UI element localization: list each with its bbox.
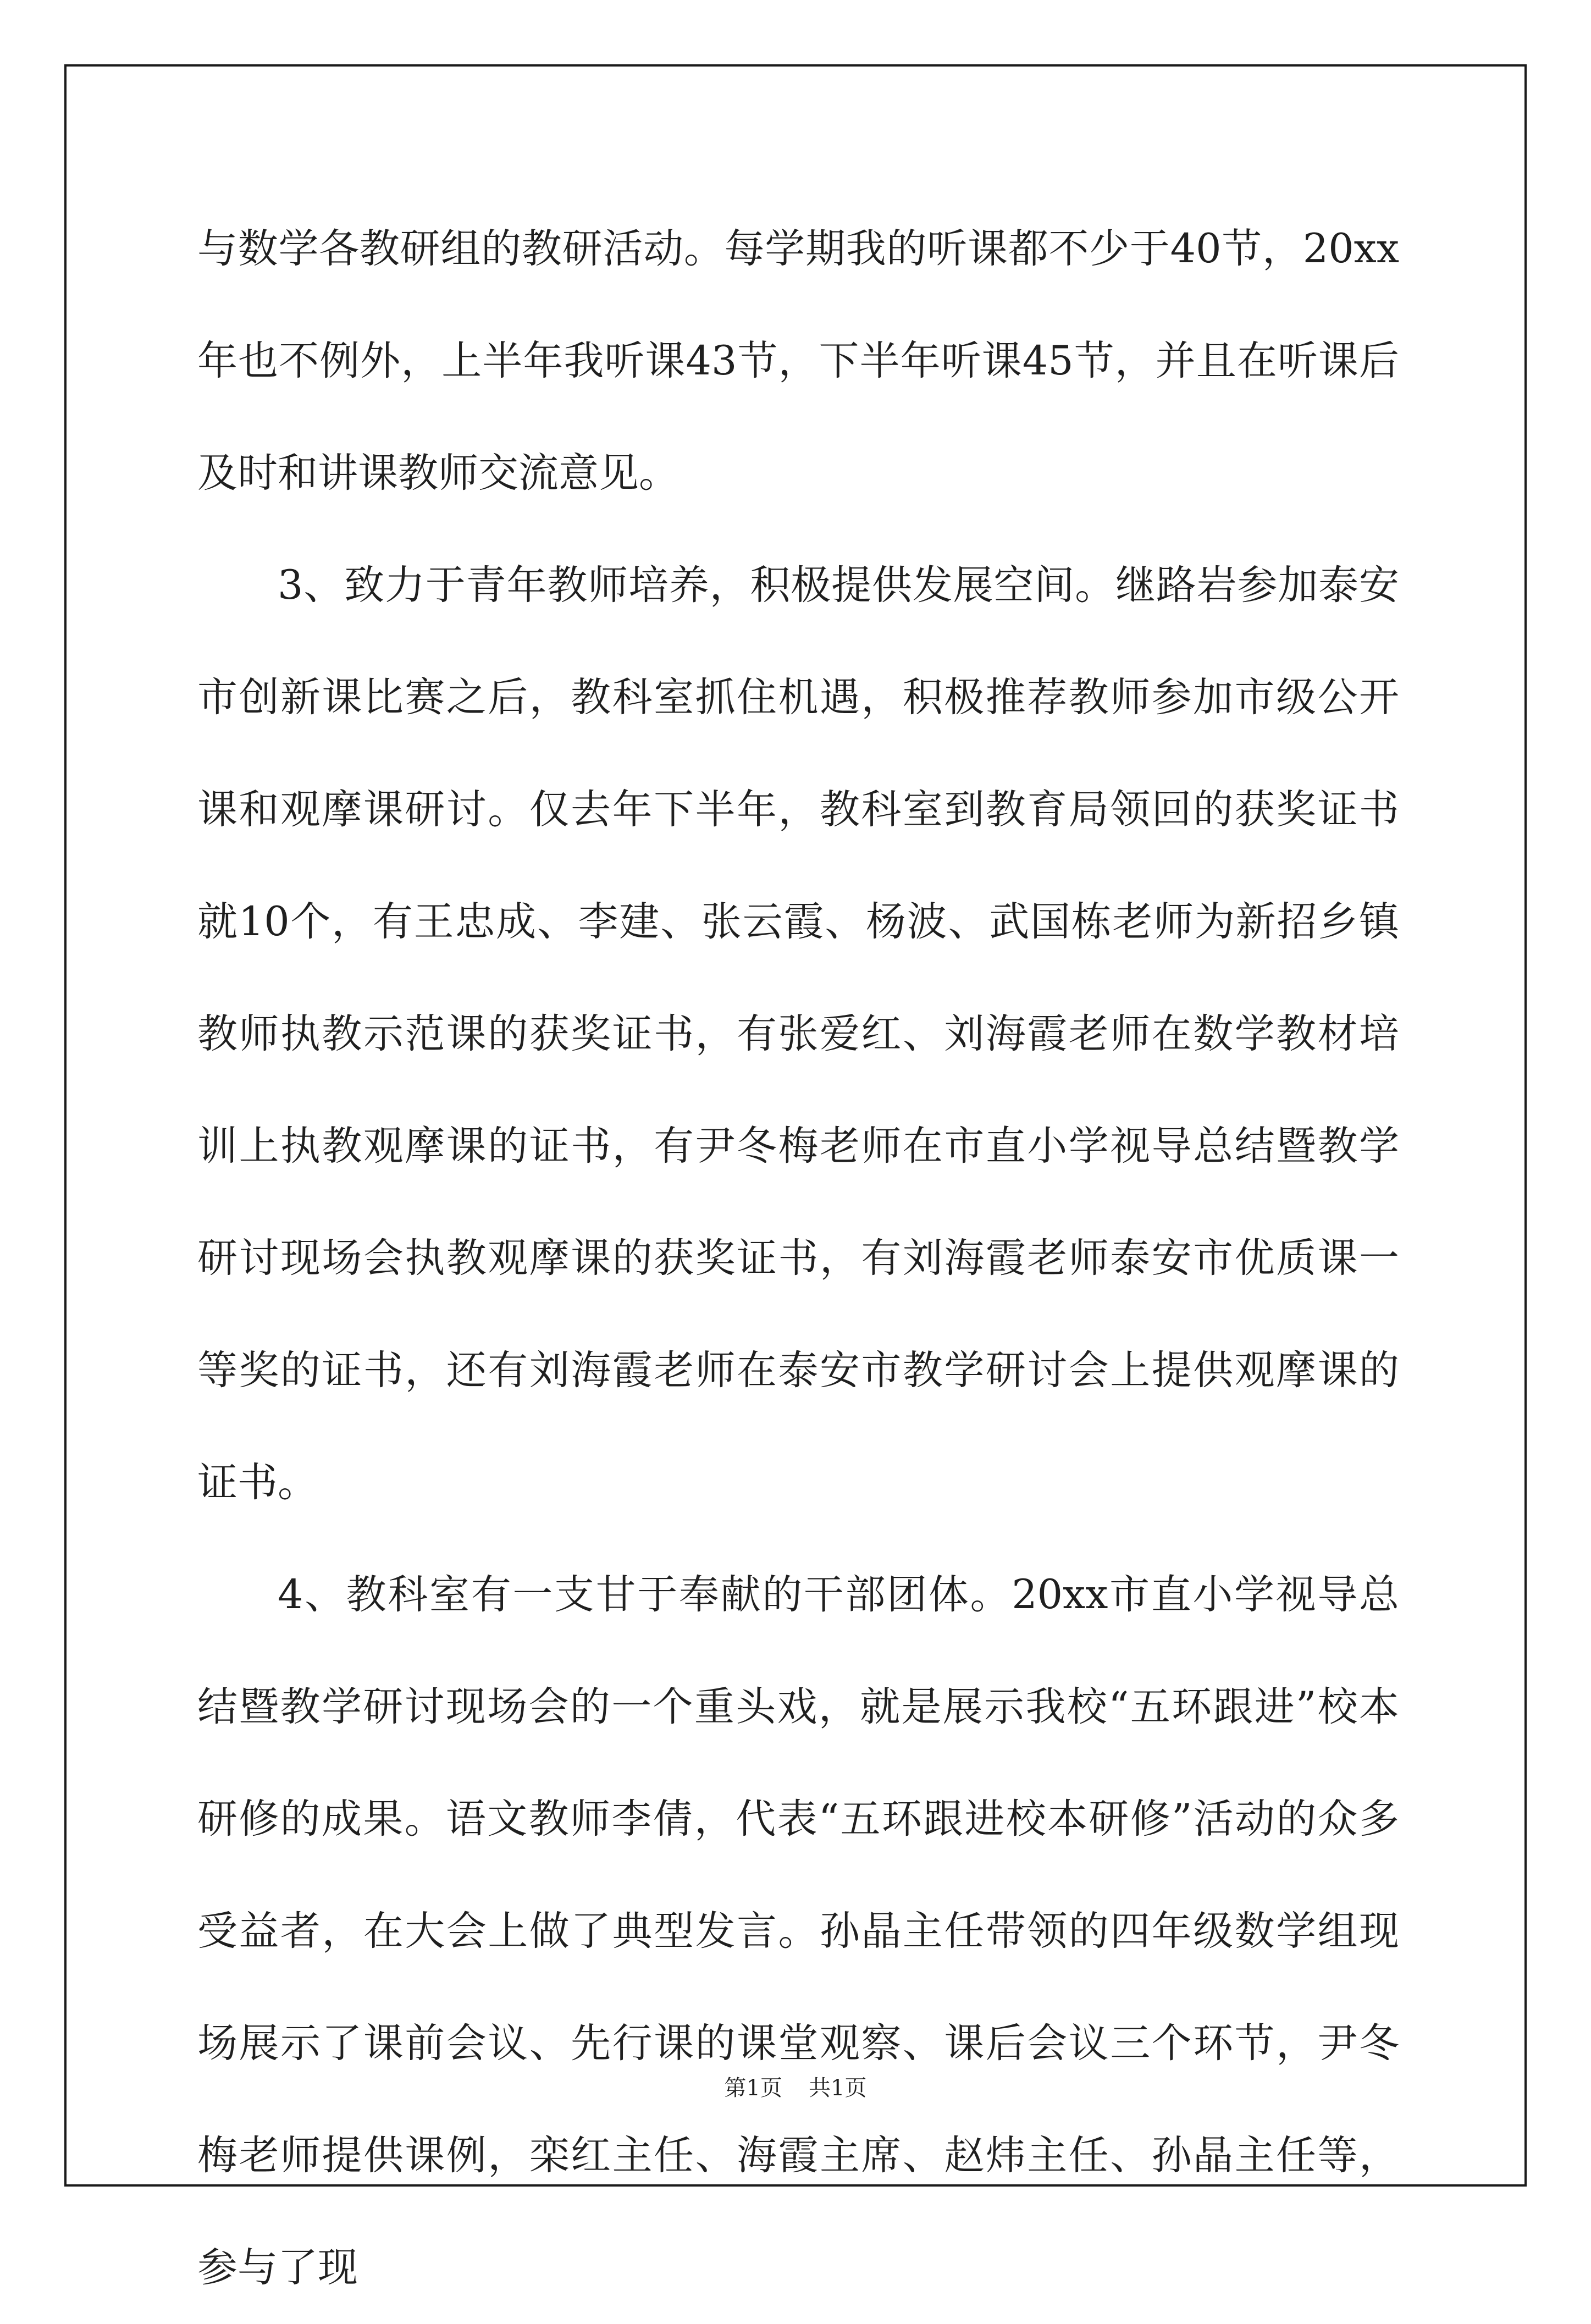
paragraph-item-3: 3、致力于青年教师培养，积极提供发展空间。继路岩参加泰安市创新课比赛之后，教科室抓住机遇，积极推荐教师参加市级公开课和观摩课研讨。仅去年下半年，教科室到教育局领回的获奖证书就10个，有王忠成、李建、张云霞、杨波、武国栋老师为新招乡镇教师执教示范课的获奖证书，有张爱红、刘海霞老师在数学教材培训上执教观摩课的证书，有尹冬梅老师在市直小学视导总结暨教学研讨现场会执教观摩课的获奖证书，有刘海霞老师泰安市优质课一等奖的证书，还有刘海霞老师在泰安市教学研讨会上提供观摩课的证书。 — [197, 562, 1399, 1506]
paragraph-continuation: 与数学各教研组的教研活动。每学期我的听课都不少于40节，20xx年也不例外，上半年我听课43节，下半年听课45节，并且在听课后及时和讲课教师交流意见。 — [197, 225, 1399, 496]
document-body — [197, 193, 1399, 2324]
paragraph-item-4: 4、教科室有一支甘于奉献的干部团体。20xx市直小学视导总结暨教学研讨现场会的一个重头戏，就是展示我校“五环跟进”校本研修的成果。语文教师李倩，代表“五环跟进校本研修”活动的众多受益者，在大会上做了典型发言。孙晶主任带领的四年级数学组现场展示了课前会议、先行课的课堂观察、课后会议三个环节，尹冬梅老师提供课例，栾红主任、海霞主席、赵炜主任、孙晶主任等，参与了现 — [197, 1571, 1399, 2291]
page-number: 第1页 — [724, 2075, 782, 2101]
page-total: 共1页 — [809, 2075, 867, 2101]
page-footer — [0, 2074, 1591, 2102]
